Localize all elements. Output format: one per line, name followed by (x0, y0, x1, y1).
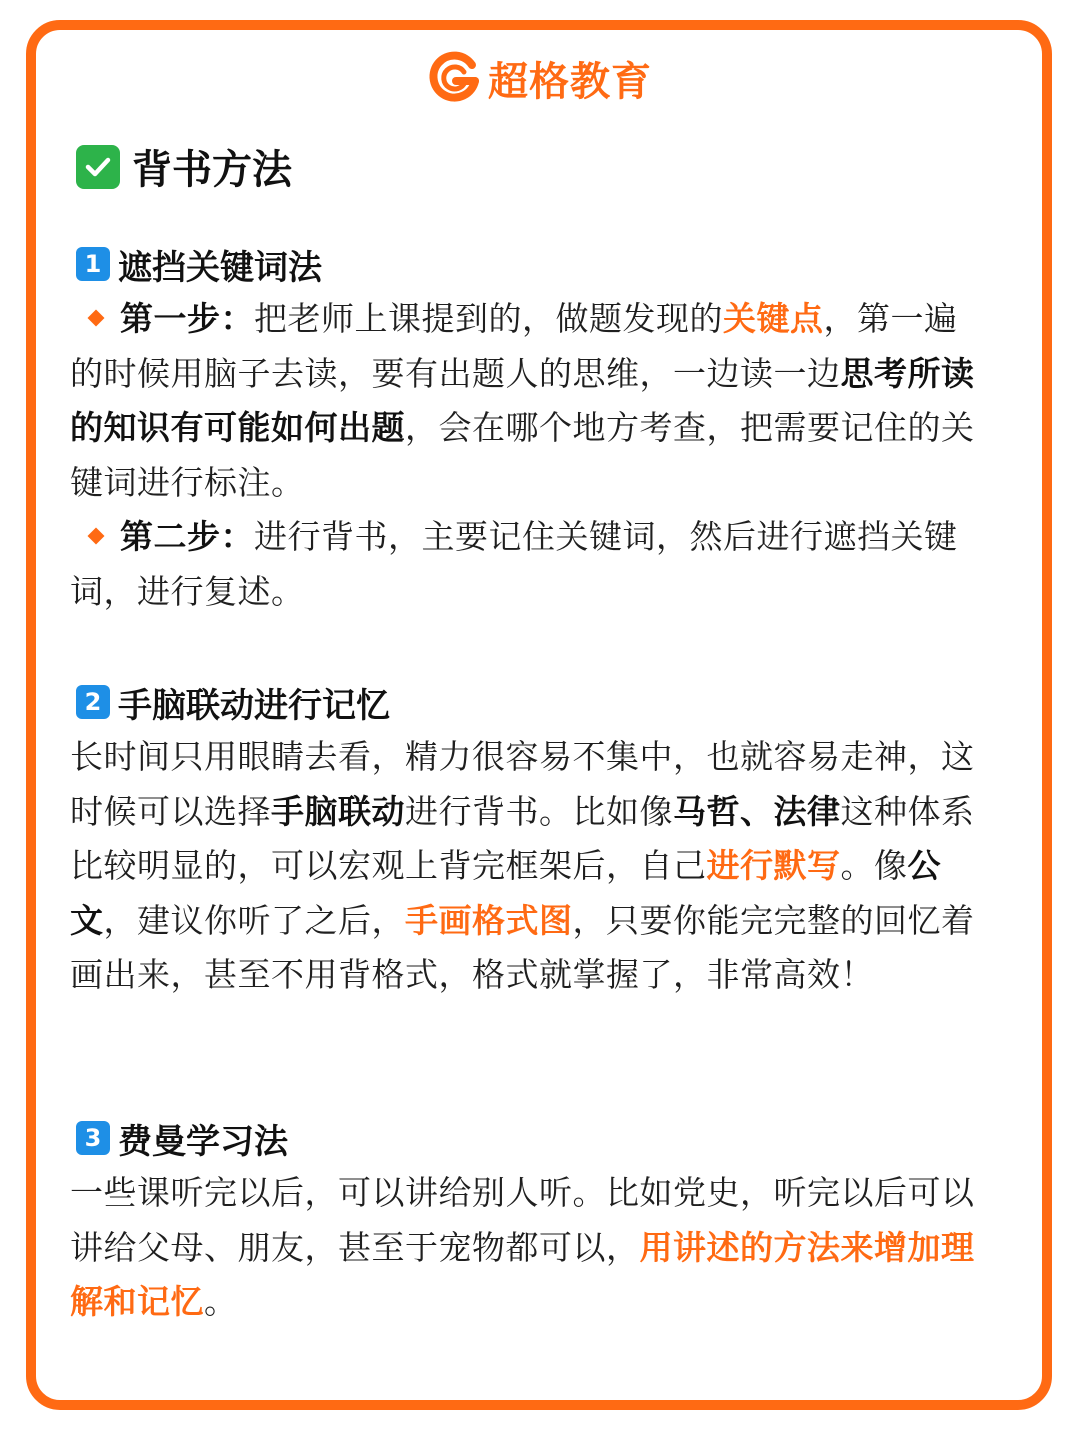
page-title-row (76, 138, 292, 195)
text-span: 进行背书，主要记住关键词，然后进行遮挡关键词，进行复述。 (70, 517, 958, 611)
section-1-heading (70, 236, 982, 292)
page-title: 背书方法 (132, 147, 292, 193)
text-span: ，第一遍的时候用脑子去读，要有出题人的思维，一边读一边 (70, 299, 958, 393)
number-badge-2: 2 (76, 685, 110, 719)
text-span: 这种体系比较明显的，可以宏观上背完框架后，自己 (70, 791, 975, 886)
highlight-text: 用讲述的方法来增加理解和记忆 (70, 1227, 975, 1322)
step-2-paragraph (70, 510, 982, 619)
brand-header (0, 50, 1080, 107)
text-span: 一些课听完以后，可以讲给别人听。比如党史，听完以后可以讲给父母、朋友，甚至于宠物都可以， (70, 1173, 975, 1267)
number-badge-1: 1 (76, 247, 110, 281)
step-2-label: 第二步： (120, 517, 254, 557)
section-3-paragraph (70, 1166, 982, 1330)
section-2-title: 手脑联动进行记忆 (118, 685, 390, 726)
highlight-text: 手画格式图 (405, 900, 573, 940)
section-1 (70, 236, 982, 620)
text-span: ，会在哪个地方考查，把需要记住的关键词进行标注。 (70, 408, 975, 502)
section-2-paragraph (70, 730, 982, 1003)
step-1-label: 第一步： (120, 299, 254, 338)
bold-text: 手脑联动 (271, 791, 405, 831)
step-1-paragraph (70, 292, 982, 510)
text-span: 进行背书。比如像 (405, 791, 673, 831)
section-2 (70, 674, 982, 1003)
text-span: 。像 (840, 846, 908, 886)
g-logo-icon (428, 51, 480, 107)
diamond-bullet-icon (88, 309, 105, 326)
section-1-title: 遮挡关键词法 (118, 247, 322, 288)
text-span: 长时间只用眼睛去看，精力很容易不集中，也就容易走神，这时候可以选择 (70, 737, 975, 831)
bold-text: 马哲、法律 (673, 791, 841, 831)
text-span: ，只要你能完完整的回忆着画出来，甚至不用背格式，格式就掌握了，非常高效！ (70, 900, 975, 995)
number-badge-3: 3 (76, 1121, 110, 1155)
section-3-title: 费曼学习法 (118, 1121, 288, 1162)
highlight-text: 关键点 (723, 299, 824, 338)
check-icon (76, 145, 120, 189)
text-span: ，建议你听了之后， (103, 900, 405, 940)
text-span: 把老师上课提到的，做题发现的 (254, 299, 723, 338)
highlight-text: 进行默写 (706, 846, 841, 886)
brand-name: 超格教育 (488, 59, 652, 105)
section-2-heading (70, 674, 982, 730)
bold-text: 思考所读的知识有可能如何出题 (70, 353, 975, 448)
section-3-heading (70, 1110, 982, 1166)
text-span: 。 (204, 1282, 238, 1322)
bold-text: 公文 (70, 846, 941, 940)
diamond-bullet-icon (88, 527, 105, 544)
section-3 (70, 1110, 982, 1330)
